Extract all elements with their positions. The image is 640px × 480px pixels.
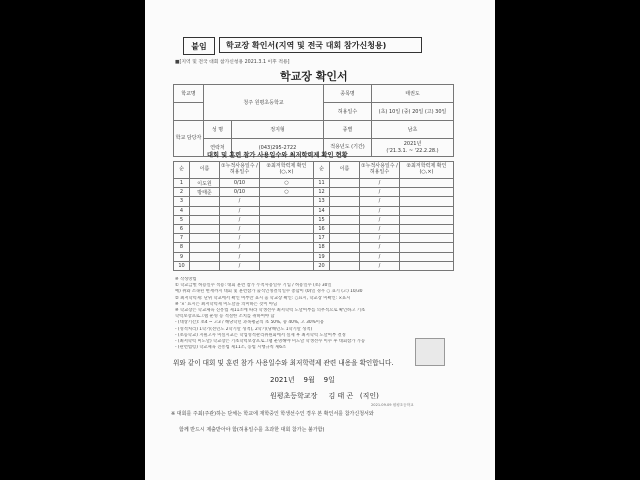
- year-cell: [372, 139, 454, 157]
- participant-days-cell: /: [220, 243, 260, 252]
- principal-name: 김 태 곤: [328, 392, 354, 400]
- participant-mark-cell: [400, 197, 454, 206]
- participant-name-cell: [330, 197, 360, 206]
- period-value: ('21.3.1. ~ '22.2.28.): [386, 147, 439, 154]
- col-no-header-right: 순: [314, 162, 330, 179]
- participant-no-cell: 18: [314, 243, 330, 252]
- footer-line-1: ※ 대회를 주최(주관)하는 단체는 학교에 재학중인 학생선수인 경우 본 확인서를 참가신청서와: [171, 411, 374, 417]
- participant-no-cell: 20: [314, 261, 330, 270]
- participant-mark-cell: [260, 206, 314, 215]
- col-days-header-right: ①누적사용일수 /허용일수: [360, 162, 400, 179]
- participant-mark-cell: [260, 215, 314, 224]
- participant-days-cell: 0/10: [220, 179, 260, 188]
- participant-name-cell: [190, 243, 220, 252]
- participant-days-cell: /: [220, 197, 260, 206]
- col-name-header-right: 이름: [330, 162, 360, 179]
- participant-name-cell: 이도원: [190, 179, 220, 188]
- participant-days-cell: /: [220, 252, 260, 261]
- participant-days-cell: /: [360, 243, 400, 252]
- participant-no-cell: 12: [314, 188, 330, 197]
- note-line: ※ 학교장은 학교체육 진흥법 제11조에 따라 학생선수 최저학력 도달여부를 의무적으로 확인하고 기초: [175, 308, 366, 314]
- participant-mark-cell: [400, 206, 454, 215]
- date-month: 9월: [303, 376, 315, 384]
- participant-name-cell: 방태준: [190, 188, 220, 197]
- participant-mark-cell: [260, 234, 314, 243]
- participant-mark-cell: [400, 224, 454, 233]
- table-row: [174, 179, 454, 188]
- participant-days-cell: /: [360, 179, 400, 188]
- participant-mark-cell: [400, 261, 454, 270]
- col-mark-header: ②최저학력제 확인(○,×): [260, 162, 314, 179]
- participant-no-cell: 13: [314, 197, 330, 206]
- confirm-text: 위와 같이 대회 및 훈련 참가 사용일수와 최저학력제 관련 내용을 확인합니다.: [173, 359, 394, 367]
- document-page: [145, 0, 495, 480]
- participant-name-cell: [330, 234, 360, 243]
- note-line: - (대상기간): 초4 ~ 고3 / 해당학년 과목평균의 초 50%, 중 40%, 고 30%이용: [175, 320, 325, 326]
- table-row: [174, 215, 454, 224]
- participant-mark-cell: [260, 197, 314, 206]
- participant-days-cell: /: [360, 252, 400, 261]
- participant-no-cell: 1: [174, 179, 190, 188]
- participant-days-cell: /: [360, 224, 400, 233]
- table-row: [174, 252, 454, 261]
- participant-name-cell: [190, 234, 220, 243]
- allowed-days-label: 허용일수: [324, 103, 372, 121]
- participant-days-cell: /: [360, 197, 400, 206]
- participant-no-cell: 17: [314, 234, 330, 243]
- participant-mark-cell: [400, 234, 454, 243]
- participant-no-cell: 16: [314, 224, 330, 233]
- participant-mark-cell: ○: [260, 179, 314, 188]
- participant-days-cell: /: [360, 206, 400, 215]
- participant-name-cell: [330, 179, 360, 188]
- document-title: 학교장 확인서(지역 및 전국 대회 참가신청용): [219, 37, 422, 53]
- note-line: - (초등학교) 지필고사 미실시교는 학업성적관리위원회에서 실제 후 최저학력 도달여부 결정: [175, 332, 346, 338]
- col-days-header: ①누적사용일수 /허용일수: [220, 162, 260, 179]
- principal-label: 원평초등학교장: [270, 392, 318, 400]
- contact-value: (043)295-2722: [232, 139, 324, 157]
- gender-label: 종별: [324, 121, 372, 139]
- participant-name-cell: [190, 224, 220, 233]
- participant-days-cell: /: [220, 215, 260, 224]
- col-mark-header-right: ②최저학력제 확인(○,×): [400, 162, 454, 179]
- participant-days-cell: /: [360, 234, 400, 243]
- note-line: - (성적처리) 1학기(전년도 2학기말 성적), 2학기(당해년도 1학기말 성적): [175, 326, 313, 332]
- participant-name-cell: [330, 188, 360, 197]
- form-heading: 학교장 확인서: [280, 70, 348, 83]
- col-name-header: 이름: [190, 162, 220, 179]
- note-line: 예) 위와 소속된 현재까지 대회 및 훈련참가 출석인정결석일수 총합이 (0)일 경우 ○ 표기 (고) 10/30: [175, 289, 363, 295]
- school-name-value: 청주 원평초등학교: [204, 85, 324, 121]
- school-contact-label: 학교 담당자: [174, 121, 204, 157]
- participant-name-cell: [330, 206, 360, 215]
- participant-no-cell: 4: [174, 206, 190, 215]
- allowed-days-value: (초) 10일 (중) 20일 (고) 30일: [372, 103, 454, 121]
- participant-days-cell: /: [220, 224, 260, 233]
- date-day: 9일: [323, 376, 335, 384]
- participant-days-cell: /: [360, 261, 400, 270]
- note-line: - (최저학력 미도달) 학교장은 기초학력보장프로그램 운영해야 미도달 학생선수 이수 후 대회참가 가능: [175, 339, 366, 345]
- school-info-table: [173, 84, 454, 157]
- participant-days-cell: /: [360, 215, 400, 224]
- participant-no-cell: 14: [314, 206, 330, 215]
- participant-mark-cell: [400, 179, 454, 188]
- year-label: 적용년도 (기간): [324, 139, 372, 157]
- participant-mark-cell: [400, 188, 454, 197]
- gender-value: 남초: [372, 121, 454, 139]
- participant-no-cell: 2: [174, 188, 190, 197]
- participant-mark-cell: [400, 215, 454, 224]
- table-row: [174, 234, 454, 243]
- table-row: [174, 261, 454, 270]
- participant-name-cell: [190, 261, 220, 270]
- col-no-header: 순: [174, 162, 190, 179]
- participant-no-cell: 3: [174, 197, 190, 206]
- participant-days-cell: /: [220, 234, 260, 243]
- participant-no-cell: 8: [174, 243, 190, 252]
- participant-days-cell: /: [220, 261, 260, 270]
- issue-date: [270, 377, 335, 384]
- participant-no-cell: 7: [174, 234, 190, 243]
- school-name-label: 학교명: [174, 85, 204, 103]
- stamp-caption: 2021.09.09 원평초등학교: [371, 403, 414, 407]
- participant-name-cell: [330, 243, 360, 252]
- table-row: [174, 206, 454, 215]
- participant-no-cell: 6: [174, 224, 190, 233]
- participant-days-cell: /: [360, 188, 400, 197]
- section-title: 대회 및 훈련 참가 사용일수와 최저학력제 확인 현황: [207, 152, 348, 159]
- participant-days-cell: 0/10: [220, 188, 260, 197]
- note-line: ① 학교급별 허용일수 적용: 대회 훈련 참가 누적사용일수 기입 / 허용일수 (초) 30일: [175, 283, 332, 289]
- contact-label: 연락처: [204, 139, 232, 157]
- participant-no-cell: 5: [174, 215, 190, 224]
- participant-no-cell: 9: [174, 252, 190, 261]
- signature-line: [270, 393, 379, 400]
- note-line: - (관련법령) 학교체육 진흥법 제11조, 동법 시행규칙 제6조: [175, 345, 287, 351]
- official-seal-stamp: [415, 338, 445, 366]
- note-line: 학력보장프로그램 운영 등 적절한 조치를 취하여야 함: [175, 314, 275, 320]
- participant-name-cell: [190, 197, 220, 206]
- table-row: [174, 224, 454, 233]
- form-subtitle: ■[지역 및 전국 대회 참가신청용 2021.3.1 이후 적용]: [175, 60, 290, 65]
- participant-name-cell: [190, 206, 220, 215]
- participant-name-cell: [330, 261, 360, 270]
- participant-name-cell: [330, 252, 360, 261]
- person-name-value: 정지형: [232, 121, 324, 139]
- table-row: [174, 243, 454, 252]
- note-line: ※ 작성방법: [175, 277, 197, 282]
- participant-no-cell: 11: [314, 179, 330, 188]
- person-name-label: 성 명: [204, 121, 232, 139]
- participant-no-cell: 15: [314, 215, 330, 224]
- event-value: 태권도: [372, 85, 454, 103]
- note-line: ② 최저학력제: 단위 학교에서 확인 여부만 표시 ◎ 학교장 확인: ○표시, 학교장 미확인: ×표시: [175, 295, 351, 301]
- participant-no-cell: 19: [314, 252, 330, 261]
- participant-mark-cell: [400, 243, 454, 252]
- event-label: 종목명: [324, 85, 372, 103]
- participant-mark-cell: [260, 224, 314, 233]
- participant-mark-cell: [260, 243, 314, 252]
- participant-mark-cell: [400, 252, 454, 261]
- participant-mark-cell: [260, 261, 314, 270]
- note-line: ※ '×' 표시는 최저학력제 미도달을 의미하는 것이 아님: [175, 301, 278, 307]
- seal-label: (직인): [359, 392, 379, 400]
- date-year: 2021년: [270, 376, 295, 384]
- table-row: [174, 188, 454, 197]
- participant-name-cell: [330, 224, 360, 233]
- participant-mark-cell: ○: [260, 188, 314, 197]
- participant-name-cell: [190, 252, 220, 261]
- participant-days-cell: /: [220, 206, 260, 215]
- attachment-badge: 붙임: [183, 37, 215, 55]
- participant-name-cell: [190, 215, 220, 224]
- participant-no-cell: 10: [174, 261, 190, 270]
- participant-mark-cell: [260, 252, 314, 261]
- year-value: 2021년: [403, 141, 422, 147]
- footer-line-2: 함께 반드시 제출받아야 함(허용일수를 초과한 대회 참가는 불가함): [179, 427, 325, 433]
- participants-table: [173, 161, 454, 271]
- table-row: [174, 197, 454, 206]
- participant-name-cell: [330, 215, 360, 224]
